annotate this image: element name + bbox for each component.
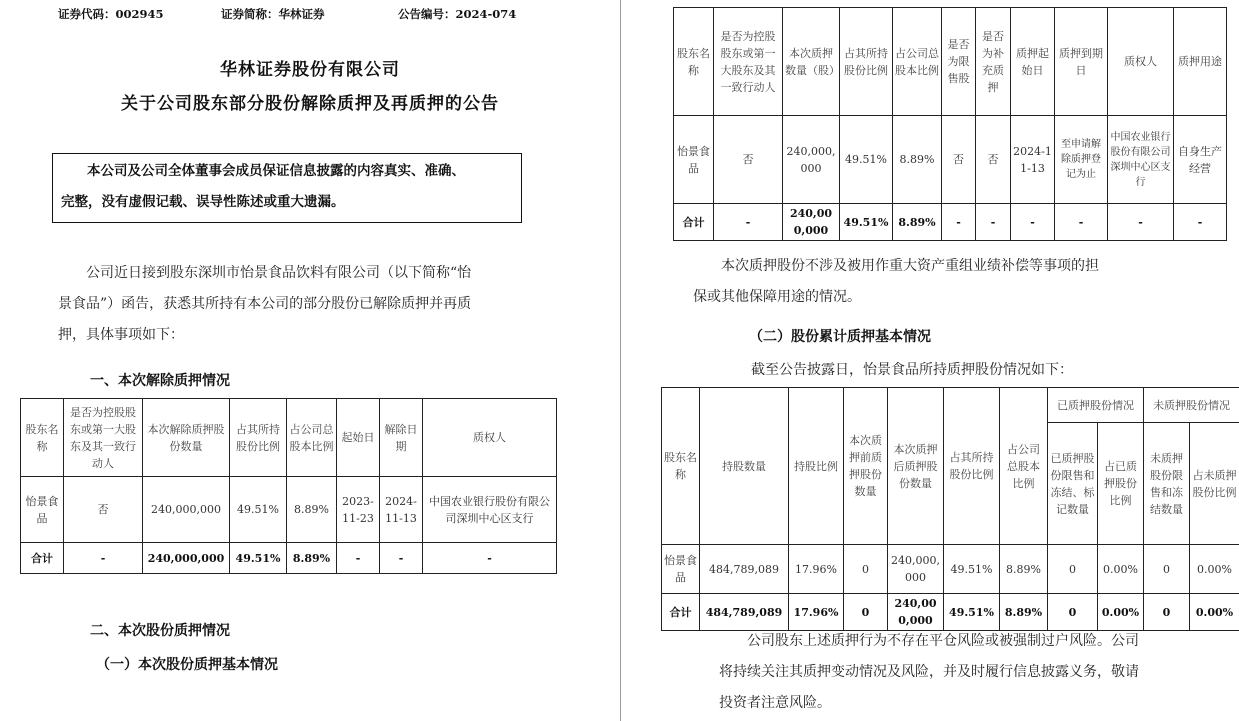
header-cell: 是否为控股股东或第一大股东及其一致行动人	[64, 399, 143, 477]
table-cell: 否	[976, 116, 1011, 204]
table-cell: 0.00%	[1098, 545, 1144, 594]
header-cell: 本次质押数量（股）	[783, 8, 840, 116]
group-header-unpledged: 未质押股份情况	[1144, 388, 1239, 423]
table-cell: 484,789,089	[700, 594, 789, 631]
table-cell: 中国农业银行股份有限公司深圳中心区支行	[1108, 116, 1174, 204]
table-cell: 8.89%	[1000, 545, 1048, 594]
table-cell: 中国农业银行股份有限公司深圳中心区支行	[423, 477, 557, 543]
table-cell: -	[1055, 204, 1108, 241]
pledge-table	[673, 7, 1227, 241]
table-cell: 49.51%	[840, 116, 893, 204]
table-header-row	[662, 388, 1239, 423]
table-cell: 8.89%	[1000, 594, 1048, 631]
table-cell: 49.51%	[230, 477, 287, 543]
table-cell: 240,000,000	[783, 204, 840, 241]
page-title: 关于公司股东部分股份解除质押及再质押的公告	[121, 94, 499, 114]
table-cell: 0	[844, 545, 888, 594]
table-cell: 0	[1048, 594, 1098, 631]
table-cell: 240,000,000	[783, 116, 840, 204]
header-cell: 股东名称	[674, 8, 714, 116]
table-cell: 自身生产经营	[1174, 116, 1227, 204]
header-cell: 本次解除质押股份数量	[143, 399, 230, 477]
header-cell: 质押用途	[1174, 8, 1227, 116]
right-page	[621, 0, 1239, 721]
table-cell: -	[942, 204, 976, 241]
table-cell: 怡景食品	[21, 477, 64, 543]
table-row	[674, 116, 1227, 204]
header-cell: 质押起始日	[1011, 8, 1055, 116]
table-cell: 49.51%	[230, 543, 287, 574]
table-cell: 否	[714, 116, 783, 204]
notice-line-1: 本公司及公司全体董事会成员保证信息披露的内容真实、准确、	[87, 163, 465, 179]
table-cell: 0	[1048, 545, 1098, 594]
table-cell: 49.51%	[944, 545, 1000, 594]
table-row	[21, 477, 557, 543]
table-cell: 0.00%	[1190, 594, 1239, 631]
header-cell: 占未质押股份比例	[1190, 423, 1239, 545]
header-cell: 股东名称	[21, 399, 64, 477]
stock-code: 证券代码：002945	[58, 7, 164, 21]
cumulative-pledge-table	[661, 387, 1239, 631]
table-header-row	[21, 399, 557, 477]
header-cell: 未质押股份限售和冻结数量	[1144, 423, 1190, 545]
closing-line-1: 公司股东上述质押行为不存在平仓风险或被强制过户风险。公司	[747, 633, 1139, 649]
table-cell: 0	[1144, 545, 1190, 594]
intro-line-1: 公司近日接到股东深圳市怡景食品饮料有限公司（以下简称“怡	[86, 265, 472, 281]
header-cell: 占公司总股本比例	[893, 8, 942, 116]
usage-line-1: 本次质押股份不涉及被用作重大资产重组业绩补偿等事项的担	[721, 258, 1099, 274]
header-cell: 持股比例	[789, 388, 844, 545]
table-total-row	[674, 204, 1227, 241]
section-2-subheading: （一）本次股份质押基本情况	[96, 657, 278, 673]
header-cell: 占其所持股份比例	[944, 388, 1000, 545]
table-cell: 49.51%	[840, 204, 893, 241]
table-cell: 2024-11-13	[380, 477, 423, 543]
header-cell: 质押到期日	[1055, 8, 1108, 116]
closing-paragraph	[719, 626, 1219, 719]
table-cell: 0	[1144, 594, 1190, 631]
table-cell: 合计	[662, 594, 700, 631]
table-cell: -	[64, 543, 143, 574]
table-cell: -	[1011, 204, 1055, 241]
table-cell: 49.51%	[944, 594, 1000, 631]
intro-line-2: 景食品”）函告，获悉其所持有本公司的部分股份已解除质押并再质	[58, 296, 472, 312]
company-name: 华林证券股份有限公司	[220, 60, 400, 80]
table-cell: 怡景食品	[662, 545, 700, 594]
section-1-heading: 一、本次解除质押情况	[90, 373, 230, 389]
table-cell: 2024-11-13	[1011, 116, 1055, 204]
header-cell: 起始日	[337, 399, 380, 477]
table-cell: -	[423, 543, 557, 574]
table-cell: 17.96%	[789, 545, 844, 594]
table-row	[662, 545, 1239, 594]
table-cell: 0	[844, 594, 888, 631]
table-cell: -	[976, 204, 1011, 241]
table-cell: -	[1108, 204, 1174, 241]
table-cell: 8.89%	[893, 204, 942, 241]
intro-paragraph	[58, 258, 578, 351]
table-header-row	[674, 8, 1227, 116]
notice-number: 公告编号：2024-074	[398, 7, 517, 21]
header-cell: 占公司总股本比例	[287, 399, 337, 477]
header-cell: 已质押股份限售和冻结、标记数量	[1048, 423, 1098, 545]
header-cell: 占公司总股本比例	[1000, 388, 1048, 545]
section-3-heading: （二）股份累计质押基本情况	[749, 329, 931, 345]
header-cell: 占已质押股份比例	[1098, 423, 1144, 545]
header-cell: 是否为补充质押	[976, 8, 1011, 116]
table-cell: 8.89%	[893, 116, 942, 204]
group-header-pledged: 已质押股份情况	[1048, 388, 1144, 423]
header-cell: 占其所持股份比例	[230, 399, 287, 477]
table-cell: 240,000,000	[143, 477, 230, 543]
usage-paragraph	[693, 251, 1191, 313]
header-cell: 质权人	[1108, 8, 1174, 116]
section-3-intro: 截至公告披露日，怡景食品所持质押股份情况如下：	[751, 362, 1073, 378]
table-cell: 2023-11-23	[337, 477, 380, 543]
table-cell: -	[337, 543, 380, 574]
table-cell: 240,000,000	[888, 545, 944, 594]
table-cell: 0.00%	[1098, 594, 1144, 631]
stock-abbreviation: 证券简称：华林证券	[221, 7, 325, 21]
table-cell: 至申请解除质押登记为止	[1055, 116, 1108, 204]
table-cell: 怡景食品	[674, 116, 714, 204]
table-cell: 484,789,089	[700, 545, 789, 594]
table-cell: 合计	[21, 543, 64, 574]
table-cell: -	[380, 543, 423, 574]
intro-line-3: 押，具体事项如下：	[58, 327, 184, 343]
table-cell: 0.00%	[1190, 545, 1239, 594]
table-cell: 8.89%	[287, 543, 337, 574]
table-cell: 合计	[674, 204, 714, 241]
table-total-row	[21, 543, 557, 574]
closing-line-2: 将持续关注其质押变动情况及风险，并及时履行信息披露义务，敬请	[719, 664, 1139, 680]
table-cell: 240,000,000	[888, 594, 944, 631]
board-guarantee-notice	[52, 153, 522, 223]
table-cell: -	[1174, 204, 1227, 241]
table-cell: 否	[64, 477, 143, 543]
closing-line-3: 投资者注意风险。	[719, 695, 831, 711]
release-pledge-table	[20, 398, 557, 574]
header-cell: 股东名称	[662, 388, 700, 545]
header-cell: 是否为控股股东或第一大股东及其一致行动人	[714, 8, 783, 116]
table-cell: 240,000,000	[143, 543, 230, 574]
notice-line-2: 完整，没有虚假记载、误导性陈述或重大遗漏。	[61, 194, 345, 210]
header-cell: 本次质押后质押股份数量	[888, 388, 944, 545]
table-cell: -	[714, 204, 783, 241]
header-cell: 占其所持股份比例	[840, 8, 893, 116]
header-cell: 持股数量	[700, 388, 789, 545]
table-cell: 17.96%	[789, 594, 844, 631]
header-cell: 质权人	[423, 399, 557, 477]
header-cell: 本次质押前质押股份数量	[844, 388, 888, 545]
header-cell: 解除日期	[380, 399, 423, 477]
header-cell: 是否为限售股	[942, 8, 976, 116]
table-cell: 否	[942, 116, 976, 204]
section-2-heading: 二、本次股份质押情况	[90, 623, 230, 639]
usage-line-2: 保或其他保障用途的情况。	[693, 289, 861, 305]
table-total-row	[662, 594, 1239, 631]
table-cell: 8.89%	[287, 477, 337, 543]
